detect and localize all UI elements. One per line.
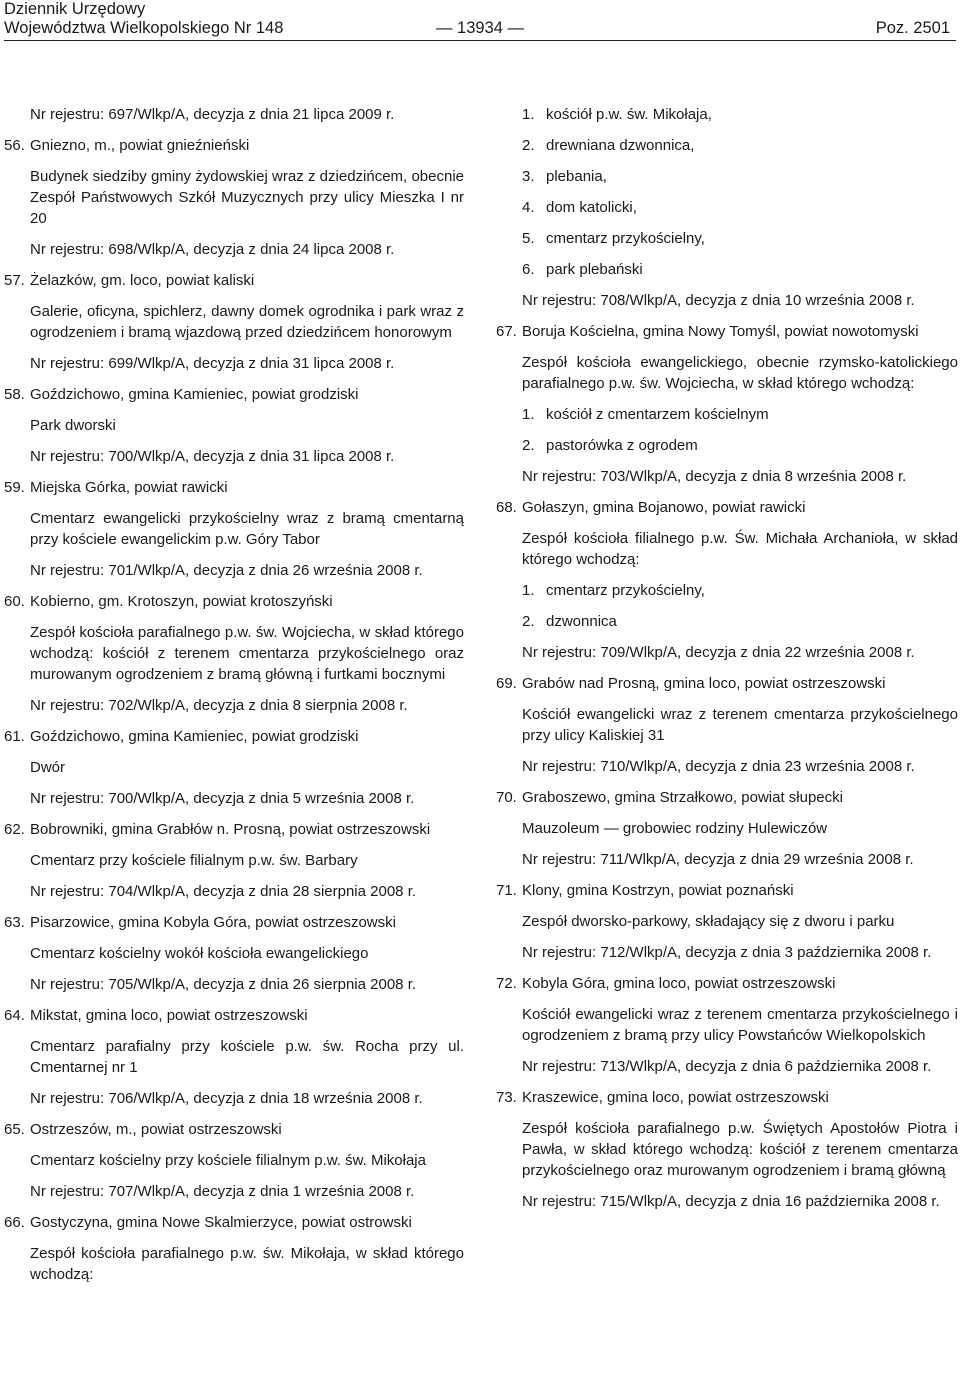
item-number: 1. <box>522 582 535 599</box>
entry-number: 69. <box>496 675 517 692</box>
entry-title: Kobyla Góra, gmina loco, powiat ostrzeszowski <box>522 975 836 992</box>
entry-body: Zespół kościoła parafialnego p.w. Świętych Apostołów Piotra i Pawła, w skład którego wchodzą: kościół z terenem cmentarza przykościelnego oraz murowanym ogrodzeniem i bramą główną <box>522 1120 958 1179</box>
item-list <box>522 104 958 280</box>
journal-name: Dziennik Urzędowy <box>4 0 146 18</box>
entry-title: Gołaszyn, gmina Bojanowo, powiat rawicki <box>522 499 806 516</box>
item-text: kościół p.w. św. Mikołaja, <box>546 106 712 123</box>
entry <box>496 497 958 663</box>
entry-body: Galerie, oficyna, spichlerz, dawny domek ogrodnika i park wraz z ogrodzeniem i bramą wjazdową przed dziedzińcem honorowym <box>30 303 464 341</box>
right-entries <box>496 321 958 1212</box>
registry-line: Nr rejestru: 700/Wlkp/A, decyzja z dnia 5 września 2008 r. <box>30 790 415 807</box>
entry-title: Gostyczyna, gmina Nowe Skalmierzyce, powiat ostrowski <box>30 1214 412 1231</box>
item-number: 2. <box>522 137 535 154</box>
item-list <box>522 580 958 632</box>
entry-body: Cmentarz przy kościele filialnym p.w. św. Barbary <box>30 852 358 869</box>
entry-number: 70. <box>496 789 517 806</box>
registry-line: Nr rejestru: 715/Wlkp/A, decyzja z dnia 16 października 2008 r. <box>522 1193 940 1210</box>
list-item <box>522 580 958 601</box>
list-item <box>522 611 958 632</box>
entry <box>496 880 958 963</box>
item-text: dzwonnica <box>546 613 617 630</box>
item-number: 2. <box>522 437 535 454</box>
list-item <box>522 404 958 425</box>
entry-title: Boruja Kościelna, gmina Nowy Tomyśl, powiat nowotomyski <box>522 323 919 340</box>
entry-title: Miejska Górka, powiat rawicki <box>30 479 228 496</box>
entry-body: Cmentarz kościelny przy kościele filialnym p.w. św. Mikołaja <box>30 1152 426 1169</box>
entry-title: Graboszewo, gmina Strzałkowo, powiat słupecki <box>522 789 843 806</box>
item-text: drewniana dzwonnica, <box>546 137 695 154</box>
entry-title: Ostrzeszów, m., powiat ostrzeszowski <box>30 1121 282 1138</box>
item-number: 3. <box>522 168 535 185</box>
page-number: — 13934 — <box>435 19 525 37</box>
entry-body: Cmentarz kościelny wokół kościoła ewangelickiego <box>30 945 369 962</box>
registry-line: Nr rejestru: 697/Wlkp/A, decyzja z dnia 21 lipca 2009 r. <box>30 106 395 123</box>
list-item <box>522 104 958 125</box>
entry-number: 59. <box>4 479 25 496</box>
registry-line: Nr rejestru: 706/Wlkp/A, decyzja z dnia 18 września 2008 r. <box>30 1090 423 1107</box>
entry-title: Kraszewice, gmina loco, powiat ostrzeszowski <box>522 1089 829 1106</box>
item-text: dom katolicki, <box>546 199 637 216</box>
entry-number: 67. <box>496 323 517 340</box>
entry-number: 73. <box>496 1089 517 1106</box>
entry-title: Kobierno, gm. Krotoszyn, powiat krotoszyński <box>30 593 333 610</box>
list-item <box>522 197 958 218</box>
entry <box>496 973 958 1077</box>
entry-number: 57. <box>4 272 25 289</box>
entry-body: Kościół ewangelicki wraz z terenem cmentarza przykościelnego przy ulicy Kaliskiej 31 <box>522 706 958 744</box>
registry-line: Nr rejestru: 701/Wlkp/A, decyzja z dnia 26 września 2008 r. <box>30 562 423 579</box>
left-entries <box>4 135 464 1285</box>
entry-body: Kościół ewangelicki wraz z terenem cmentarza przykościelnego i ogrodzeniem z bramą przy ulicy Powstańców Wielkopolskich <box>522 1006 958 1044</box>
entry <box>496 787 958 870</box>
item-list <box>522 404 958 456</box>
registry-line: Nr rejestru: 710/Wlkp/A, decyzja z dnia 23 września 2008 r. <box>522 758 915 775</box>
registry-line: Nr rejestru: 711/Wlkp/A, decyzja z dnia 29 września 2008 r. <box>522 851 914 868</box>
item-text: cmentarz przykościelny, <box>546 582 705 599</box>
registry-line: Nr rejestru: 700/Wlkp/A, decyzja z dnia 31 lipca 2008 r. <box>30 448 395 465</box>
registry-line: Nr rejestru: 698/Wlkp/A, decyzja z dnia 24 lipca 2008 r. <box>30 241 395 258</box>
entry-body: Zespół kościoła filialnego p.w. Św. Michała Archanioła, w skład którego wchodzą: <box>522 530 958 568</box>
continued-entry <box>496 104 958 311</box>
item-number: 1. <box>522 406 535 423</box>
item-text: park plebański <box>546 261 643 278</box>
registry-line: Nr rejestru: 703/Wlkp/A, decyzja z dnia 8 września 2008 r. <box>522 468 907 485</box>
entry-title: Żelazków, gm. loco, powiat kaliski <box>30 272 255 289</box>
entry-body: Zespół dworsko-parkowy, składający się z dworu i parku <box>522 913 895 930</box>
entry <box>4 726 464 809</box>
entry <box>496 1087 958 1212</box>
entry-number: 71. <box>496 882 517 899</box>
entry-body: Zespół kościoła parafialnego p.w. św. Wojciecha, w skład którego wchodzą: kościół z terenem cmentarza przykościelnego oraz murowanym ogrodzeniem z bramą główną i furtkami bocznymi <box>30 624 464 683</box>
entry-body: Mauzoleum — grobowiec rodziny Hulewiczów <box>522 820 828 837</box>
entry-title: Goździchowo, gmina Kamieniec, powiat grodziski <box>30 728 359 745</box>
entry-body: Cmentarz ewangelicki przykościelny wraz z bramą cmentarną przy kościele ewangelickim p.w. Góry Tabor <box>30 510 464 548</box>
entry <box>4 912 464 995</box>
entry <box>4 384 464 467</box>
entry-title: Goździchowo, gmina Kamieniec, powiat grodziski <box>30 386 359 403</box>
item-number: 6. <box>522 261 535 278</box>
entry <box>4 135 464 260</box>
registry-line: Nr rejestru: 702/Wlkp/A, decyzja z dnia 8 sierpnia 2008 r. <box>30 697 408 714</box>
list-item <box>522 228 958 249</box>
item-text: kościół z cmentarzem kościelnym <box>546 406 769 423</box>
voivodeship-issue: Województwa Wielkopolskiego Nr 148 <box>4 19 284 37</box>
entry-number: 58. <box>4 386 25 403</box>
registry-line: Nr rejestru: 704/Wlkp/A, decyzja z dnia 28 sierpnia 2008 r. <box>30 883 417 900</box>
entry-title: Gniezno, m., powiat gnieźnieński <box>30 137 250 154</box>
entry-number: 65. <box>4 1121 25 1138</box>
registry-line: Nr rejestru: 707/Wlkp/A, decyzja z dnia 1 września 2008 r. <box>30 1183 415 1200</box>
registry-line: Nr rejestru: 708/Wlkp/A, decyzja z dnia 10 września 2008 r. <box>522 292 915 309</box>
item-text: plebania, <box>546 168 607 185</box>
item-number: 1. <box>522 106 535 123</box>
entry <box>4 591 464 716</box>
registry-line: Nr rejestru: 709/Wlkp/A, decyzja z dnia 22 września 2008 r. <box>522 644 915 661</box>
list-item <box>522 135 958 156</box>
entry <box>4 477 464 581</box>
entry-body: Zespół kościoła ewangelickiego, obecnie rzymsko-katolickiego parafialnego p.w. św. Wojciecha, w skład którego wchodzą: <box>522 354 958 392</box>
left-column <box>4 104 464 1295</box>
entry <box>4 1212 464 1285</box>
registry-line: Nr rejestru: 713/Wlkp/A, decyzja z dnia 6 października 2008 r. <box>522 1058 932 1075</box>
entry-body: Zespół kościoła parafialnego p.w. św. Mikołaja, w skład którego wchodzą: <box>30 1245 464 1283</box>
entry-title: Mikstat, gmina loco, powiat ostrzeszowski <box>30 1007 308 1024</box>
right-column <box>496 104 958 1222</box>
item-number: 2. <box>522 613 535 630</box>
entry-number: 72. <box>496 975 517 992</box>
entry-body: Budynek siedziby gminy żydowskiej wraz z dziedzińcem, obecnie Zespół Państwowych Szkół Muzycznych przy ulicy Mieszka I nr 20 <box>30 168 464 227</box>
entry-body: Cmentarz parafialny przy kościele p.w. św. Rocha przy ul. Cmentarnej nr 1 <box>30 1038 464 1076</box>
item-number: 4. <box>522 199 535 216</box>
item-text: cmentarz przykościelny, <box>546 230 705 247</box>
entry-number: 56. <box>4 137 25 154</box>
registry-line: Nr rejestru: 699/Wlkp/A, decyzja z dnia 31 lipca 2008 r. <box>30 355 395 372</box>
entry-number: 62. <box>4 821 25 838</box>
entry-number: 66. <box>4 1214 25 1231</box>
item-number: 5. <box>522 230 535 247</box>
entry-title: Bobrowniki, gmina Grabłów n. Prosną, powiat ostrzeszowski <box>30 821 431 838</box>
entry-number: 68. <box>496 499 517 516</box>
entry <box>496 673 958 777</box>
item-text: pastorówka z ogrodem <box>546 437 698 454</box>
registry-line: Nr rejestru: 705/Wlkp/A, decyzja z dnia 26 sierpnia 2008 r. <box>30 976 417 993</box>
registry-line: Nr rejestru: 712/Wlkp/A, decyzja z dnia 3 października 2008 r. <box>522 944 932 961</box>
list-item <box>522 435 958 456</box>
list-item <box>522 166 958 187</box>
entry-number: 64. <box>4 1007 25 1024</box>
entry <box>4 819 464 902</box>
list-item <box>522 259 958 280</box>
entry <box>4 1119 464 1202</box>
entry <box>4 270 464 374</box>
entry-number: 63. <box>4 914 25 931</box>
entry-number: 61. <box>4 728 25 745</box>
entry-number: 60. <box>4 593 25 610</box>
entry-body: Park dworski <box>30 417 116 434</box>
page-header <box>4 0 956 41</box>
entry <box>496 321 958 487</box>
entry <box>4 1005 464 1109</box>
entry-title: Grabów nad Prosną, gmina loco, powiat ostrzeszowski <box>522 675 886 692</box>
entry-title: Pisarzowice, gmina Kobyla Góra, powiat ostrzeszowski <box>30 914 396 931</box>
entry-body: Dwór <box>30 759 66 776</box>
position-number: Poz. 2501 <box>875 19 950 37</box>
entry-title: Klony, gmina Kostrzyn, powiat poznański <box>522 882 794 899</box>
